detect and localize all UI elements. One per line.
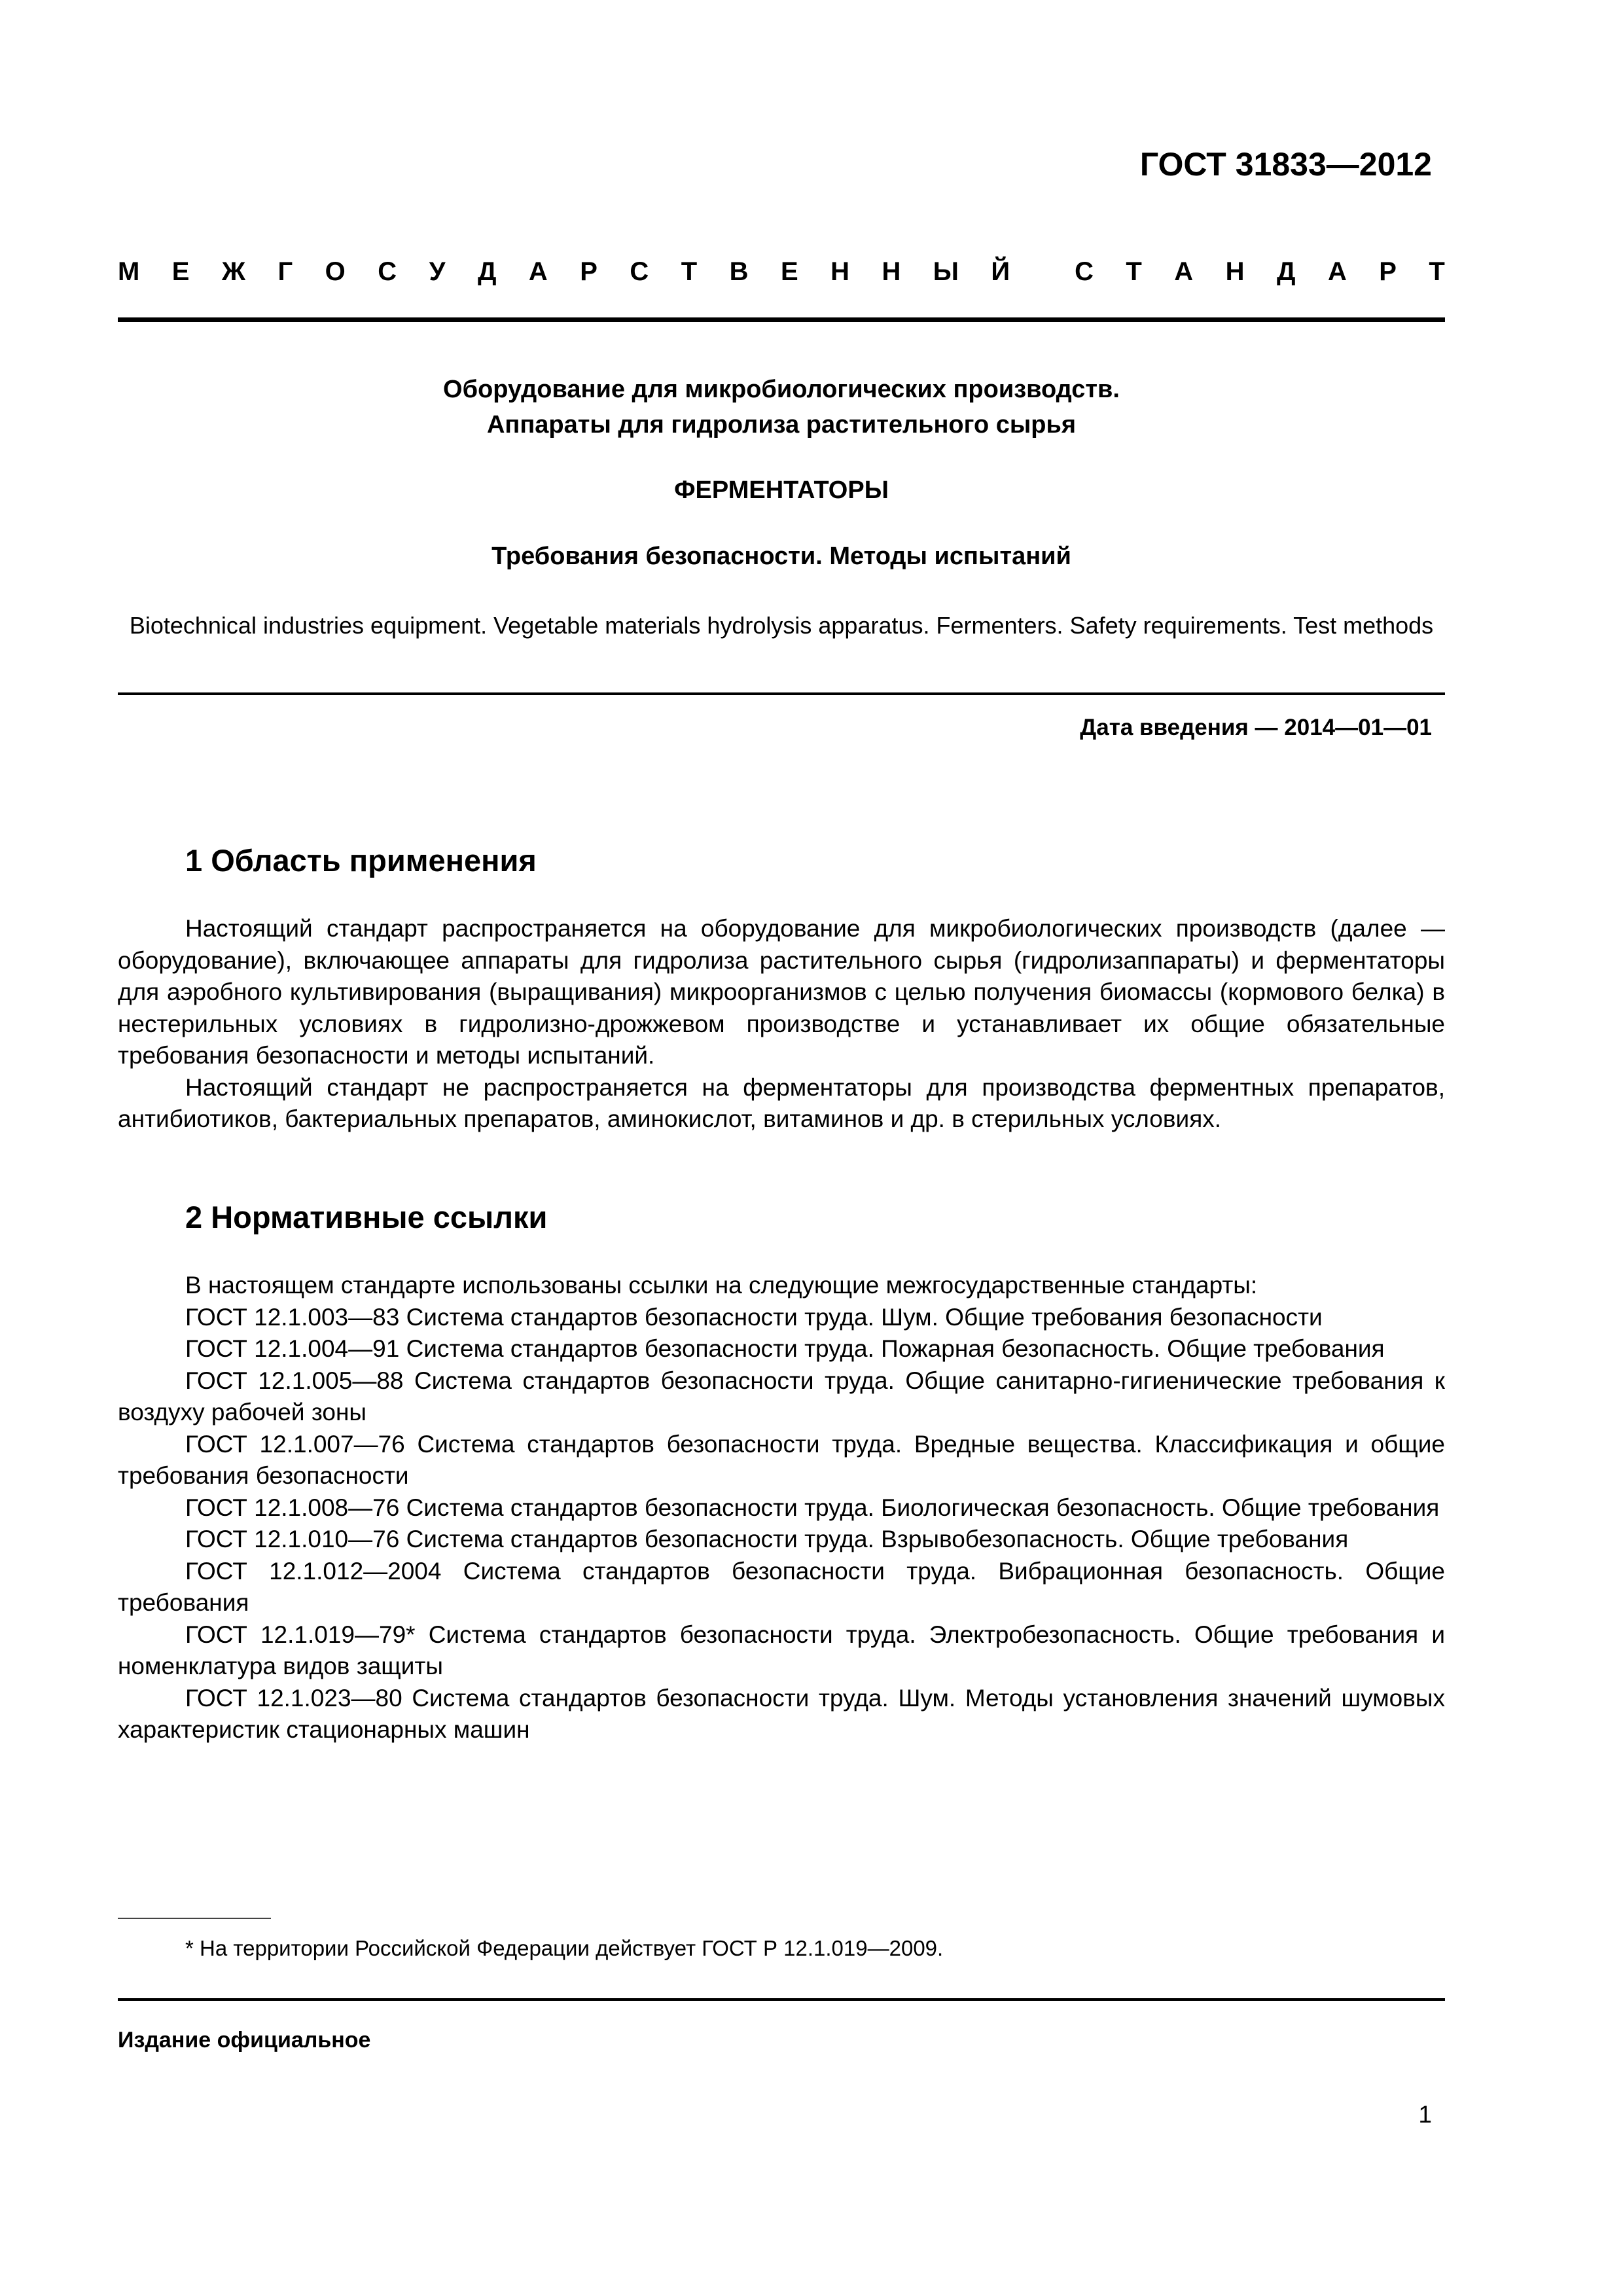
letter: Т xyxy=(681,257,698,286)
reference-item: ГОСТ 12.1.012—2004 Система стандартов безопасности труда. Вибрационная безопасность. Общие требования xyxy=(118,1557,1445,1616)
title-line-4: Требования безопасности. Методы испытаний xyxy=(491,543,1071,570)
title-line-1: Оборудование для микробиологических производств. xyxy=(443,376,1120,403)
reference-item: ГОСТ 12.1.007—76 Система стандартов безопасности труда. Вредные вещества. Классификация и общие требования безопасности xyxy=(118,1430,1445,1489)
reference-item: ГОСТ 12.1.023—80 Система стандартов безопасности труда. Шум. Методы установления значений шумовых характеристик стационарных машин xyxy=(118,1684,1445,1743)
letter: А xyxy=(1327,257,1347,286)
reference-item: ГОСТ 12.1.008—76 Система стандартов безопасности труда. Биологическая безопасность. Общие требования xyxy=(185,1494,1440,1521)
reference-item: ГОСТ 12.1.019—79* Система стандартов безопасности труда. Электробезопасность. Общие требования и номенклатура видов защиты xyxy=(118,1621,1445,1679)
paragraph: Настоящий стандарт не распространяется на ферментаторы для производства ферментных препаратов, антибиотиков, бактериальных препаратов, аминокислот, витаминов и др. в стерильных условиях. xyxy=(118,1073,1445,1132)
reference-item: ГОСТ 12.1.003—83 Система стандартов безопасности труда. Шум. Общие требования безопасности xyxy=(185,1303,1323,1331)
paragraph: Настоящий стандарт распространяется на оборудование для микробиологических производств (далее — оборудование), включающее аппараты для гидролиза растительного сырья (гидролизаппараты) и ферментаторы для аэробного культивирования (выращивания) микроорганизмов с целью получения биомассы (кормового белка) в нестерильных условиях в гидролизно-дрожжевом производстве и устанавливает их общие обязательные требования безопасности и методы испытаний. xyxy=(118,915,1445,1069)
edition-label: Издание официальное xyxy=(118,2028,371,2053)
section-1-heading: 1 Область применения xyxy=(185,843,537,878)
letter: С xyxy=(378,257,397,286)
document-number: ГОСТ 31833—2012 xyxy=(1139,146,1432,183)
letter: Ы xyxy=(933,257,959,286)
footnote-rule xyxy=(118,1918,271,1919)
letter: С xyxy=(1075,257,1094,286)
letter: Г xyxy=(277,257,293,286)
title-line-2: Аппараты для гидролиза растительного сырья xyxy=(486,411,1077,439)
letter: Н xyxy=(830,257,849,286)
title-line-3: ФЕРМЕНТАТОРЫ xyxy=(674,476,889,504)
section-2-heading: 2 Нормативные ссылки xyxy=(185,1200,548,1234)
page-number: 1 xyxy=(1418,2101,1432,2128)
reference-item: ГОСТ 12.1.010—76 Система стандартов безопасности труда. Взрывобезопасность. Общие требования xyxy=(185,1526,1349,1552)
section-1-body xyxy=(118,913,1445,1136)
letter: В xyxy=(729,257,749,286)
letter: Д xyxy=(1276,257,1296,286)
reference-item: ГОСТ 12.1.005—88 Система стандартов безопасности труда. Общие санитарно-гигиенические требования к воздуху рабочей зоны xyxy=(118,1367,1445,1426)
footer-rule xyxy=(118,1998,1445,2001)
letter: Е xyxy=(780,257,798,286)
introduction-date: Дата введения — 2014—01—01 xyxy=(1080,715,1432,740)
letter: М xyxy=(118,257,140,286)
letter: А xyxy=(528,257,548,286)
paragraph: В настоящем стандарте использованы ссылки на следующие межгосударственные стандарты: xyxy=(185,1272,1258,1299)
footnote: * На территории Российской Федерации действует ГОСТ Р 12.1.019—2009. xyxy=(185,1936,944,1960)
letter: Й xyxy=(991,257,1010,286)
letter: Е xyxy=(171,257,190,286)
header-rule xyxy=(118,317,1445,322)
letter: Ж xyxy=(221,257,246,286)
letter: Н xyxy=(882,257,901,286)
letter: Р xyxy=(580,257,597,286)
letter: Н xyxy=(1225,257,1245,286)
reference-item: ГОСТ 12.1.004—91 Система стандартов безопасности труда. Пожарная безопасность. Общие требования xyxy=(185,1335,1385,1362)
title-english: Biotechnical industries equipment. Vegetable materials hydrolysis apparatus. Fermenters. Safety requirements. Test methods xyxy=(129,612,1434,639)
letter: О xyxy=(325,257,346,286)
letter: Т xyxy=(1429,257,1445,286)
letter: Т xyxy=(1126,257,1142,286)
letter: Д xyxy=(477,257,497,286)
letter: Р xyxy=(1379,257,1397,286)
standard-type-heading xyxy=(118,257,1445,296)
title-rule xyxy=(118,692,1445,695)
letter: С xyxy=(630,257,649,286)
letter: У xyxy=(429,257,446,286)
letter: А xyxy=(1174,257,1194,286)
section-2-body xyxy=(118,1270,1445,1746)
